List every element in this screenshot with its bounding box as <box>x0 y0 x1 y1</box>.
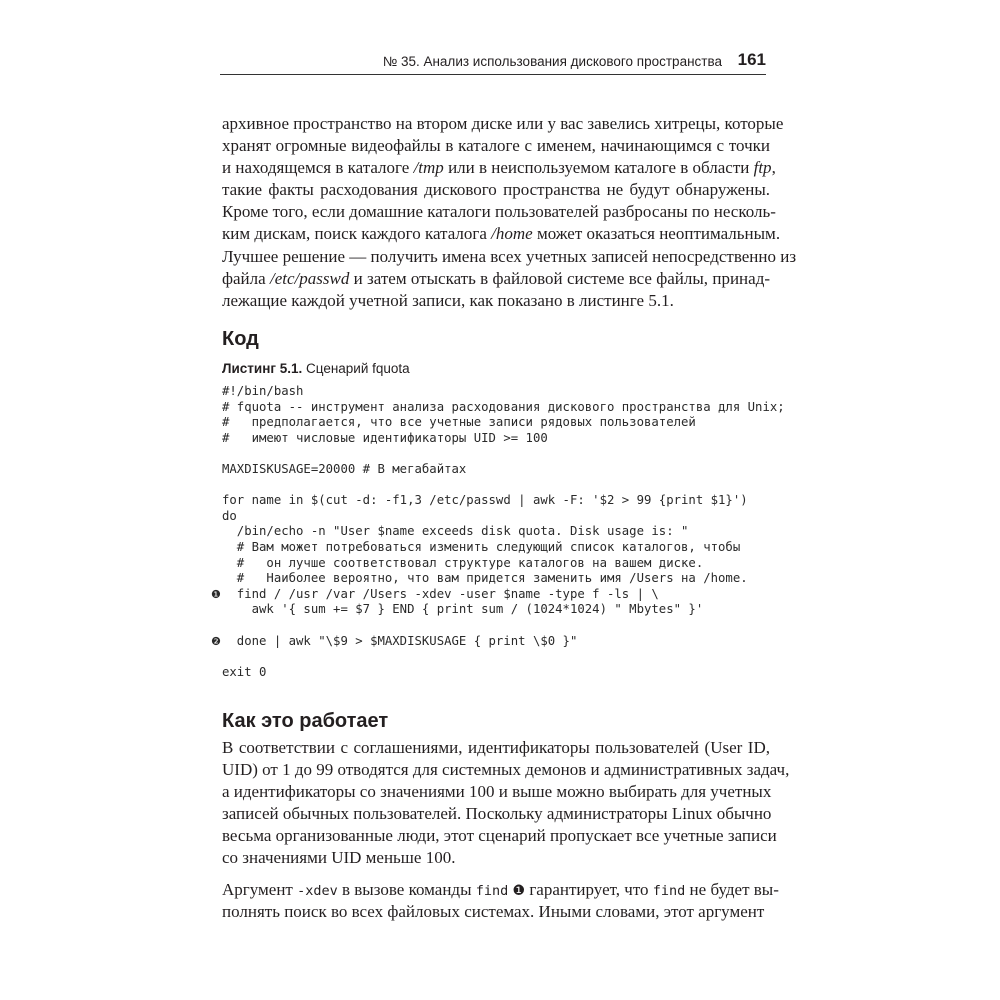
listing-caption <box>222 361 410 376</box>
code-text: # Наиболее вероятно, что вам придется заменить имя /Users на /home. <box>222 571 748 586</box>
text-segment: файла <box>222 269 270 288</box>
text-line <box>222 246 797 268</box>
code-text: # предполагается, что все учетные записи рядовых пользователей <box>222 415 696 430</box>
text-segment: В соответствии с соглашениями, идентификаторы пользователей (User ID, <box>222 738 770 757</box>
code-line <box>222 665 785 681</box>
code-text: /bin/echo -n "User $name exceeds disk quota. Disk usage is: " <box>222 524 689 539</box>
code-listing <box>211 384 785 680</box>
text-segment: а идентификаторы со значениями 100 и выше можно выбирать для учетных <box>222 782 772 801</box>
text-segment: такие факты расходования дискового пространства не будут обнаружены. <box>222 180 770 199</box>
text-segment: и затем отыскать в файловой системе все файлы, принад- <box>349 269 771 288</box>
text-segment: не будет вы- <box>685 880 779 899</box>
italic-path: /etc/passwd <box>270 269 350 288</box>
text-segment: в вызове команды <box>337 880 476 899</box>
code-text: find / /usr /var /Users -xdev -user $name -type f -ls | \ <box>222 586 659 601</box>
code-line <box>222 540 785 556</box>
inline-code: -xdev <box>297 883 338 899</box>
code-text: # имеют числовые идентификаторы UID >= 100 <box>222 430 548 445</box>
italic-path: /home <box>491 224 533 243</box>
section-heading-how-it-works: Как это работает <box>222 710 389 732</box>
running-header <box>220 50 766 75</box>
text-line <box>222 759 790 781</box>
callout-marker: ❷ <box>211 634 221 648</box>
code-line <box>222 478 785 494</box>
code-line <box>222 602 785 618</box>
callout-marker: ❶ <box>512 883 526 899</box>
text-line <box>222 879 779 901</box>
page-number: 161 <box>737 50 766 69</box>
code-line <box>222 509 785 525</box>
text-line <box>222 781 770 803</box>
code-line <box>211 633 785 650</box>
code-text: # Вам может потребоваться изменить следующий список каталогов, чтобы <box>222 539 741 554</box>
code-line <box>222 384 785 400</box>
code-text: # fquota -- инструмент анализа расходования дискового пространства для Unix; <box>222 399 785 414</box>
text-segment: полнять поиск во всех файловых системах. Иными словами, этот аргумент <box>222 902 765 921</box>
code-line <box>222 524 785 540</box>
text-line <box>222 223 781 245</box>
text-segment: хранят огромные видеофайлы в каталоге с именем, начинающимся с точки <box>222 136 770 155</box>
text-line <box>222 847 770 869</box>
code-line <box>222 462 785 478</box>
text-line <box>222 825 777 847</box>
code-line <box>222 556 785 572</box>
text-segment: Кроме того, если домашние каталоги пользователей разбросаны по несколь- <box>222 202 776 221</box>
paragraph <box>222 737 790 869</box>
text-line <box>222 113 784 135</box>
text-segment: архивное пространство на втором диске или у вас завелись хитрецы, которые <box>222 114 784 133</box>
listing-title: Сценарий fquota <box>302 361 410 376</box>
text-segment: и находящемся в каталоге <box>222 158 414 177</box>
code-line <box>222 571 785 587</box>
text-line <box>222 268 770 290</box>
code-text: #!/bin/bash <box>222 384 304 398</box>
text-line <box>222 901 770 923</box>
code-line <box>222 415 785 431</box>
section-heading-code: Код <box>222 328 259 350</box>
text-segment: Аргумент <box>222 880 298 899</box>
text-line <box>222 803 770 825</box>
text-segment: записей обычных пользователей. Поскольку администраторы Linux обычно <box>222 804 772 823</box>
code-line <box>222 649 785 665</box>
text-segment: гарантирует, что <box>525 880 653 899</box>
code-line <box>222 618 785 634</box>
text-line <box>222 135 770 157</box>
text-line <box>222 179 770 201</box>
code-text: MAXDISKUSAGE=20000 # В мегабайтах <box>222 461 467 476</box>
code-line <box>222 431 785 447</box>
paragraph <box>222 246 797 312</box>
text-line <box>222 201 776 223</box>
text-line <box>222 737 770 759</box>
code-text: awk '{ sum += $7 } END { print sum / (1024*1024) " Mbytes" }' <box>222 602 704 617</box>
code-line <box>222 493 785 509</box>
italic-path: /tmp <box>413 158 444 177</box>
inline-code: find <box>475 883 509 899</box>
chapter-title: № 35. Анализ использования дискового пространства <box>382 54 722 69</box>
text-segment: лежащие каждой учетной записи, как показано в листинге 5.1. <box>222 291 674 310</box>
code-text: # он лучше соответствовал структуре каталогов на вашем диске. <box>222 555 704 570</box>
code-line <box>222 446 785 462</box>
text-segment: может оказаться неоптимальным. <box>532 224 781 243</box>
italic-path: ftp <box>753 158 772 177</box>
text-segment: , <box>771 158 776 177</box>
text-segment: UID) от 1 до 99 отводятся для системных демонов и административных задач, <box>222 760 790 779</box>
inline-code: find <box>652 883 686 899</box>
paragraph <box>222 113 784 245</box>
text-segment: весьма организованные люди, этот сценарий пропускает все учетные записи <box>222 826 777 845</box>
code-text: done | awk "\$9 > $MAXDISKUSAGE { print \$0 }" <box>222 633 578 648</box>
code-line <box>222 400 785 416</box>
text-segment: Лучшее решение — получить имена всех учетных записей непосредственно из <box>222 247 797 266</box>
code-line <box>211 586 785 603</box>
text-segment: или в неиспользуемом каталоге в области <box>443 158 754 177</box>
text-segment: со значениями UID меньше 100. <box>222 848 456 867</box>
callout-marker: ❶ <box>211 587 221 601</box>
paragraph <box>222 879 779 923</box>
text-line <box>222 157 776 179</box>
code-text: do <box>222 508 237 523</box>
listing-label: Листинг 5.1. <box>222 361 303 376</box>
code-text: exit 0 <box>222 664 267 679</box>
text-line <box>222 290 770 312</box>
code-text: for name in $(cut -d: -f1,3 /etc/passwd | awk -F: '$2 > 99 {print $1}') <box>222 493 748 508</box>
text-segment: ким дискам, поиск каждого каталога <box>222 224 492 243</box>
